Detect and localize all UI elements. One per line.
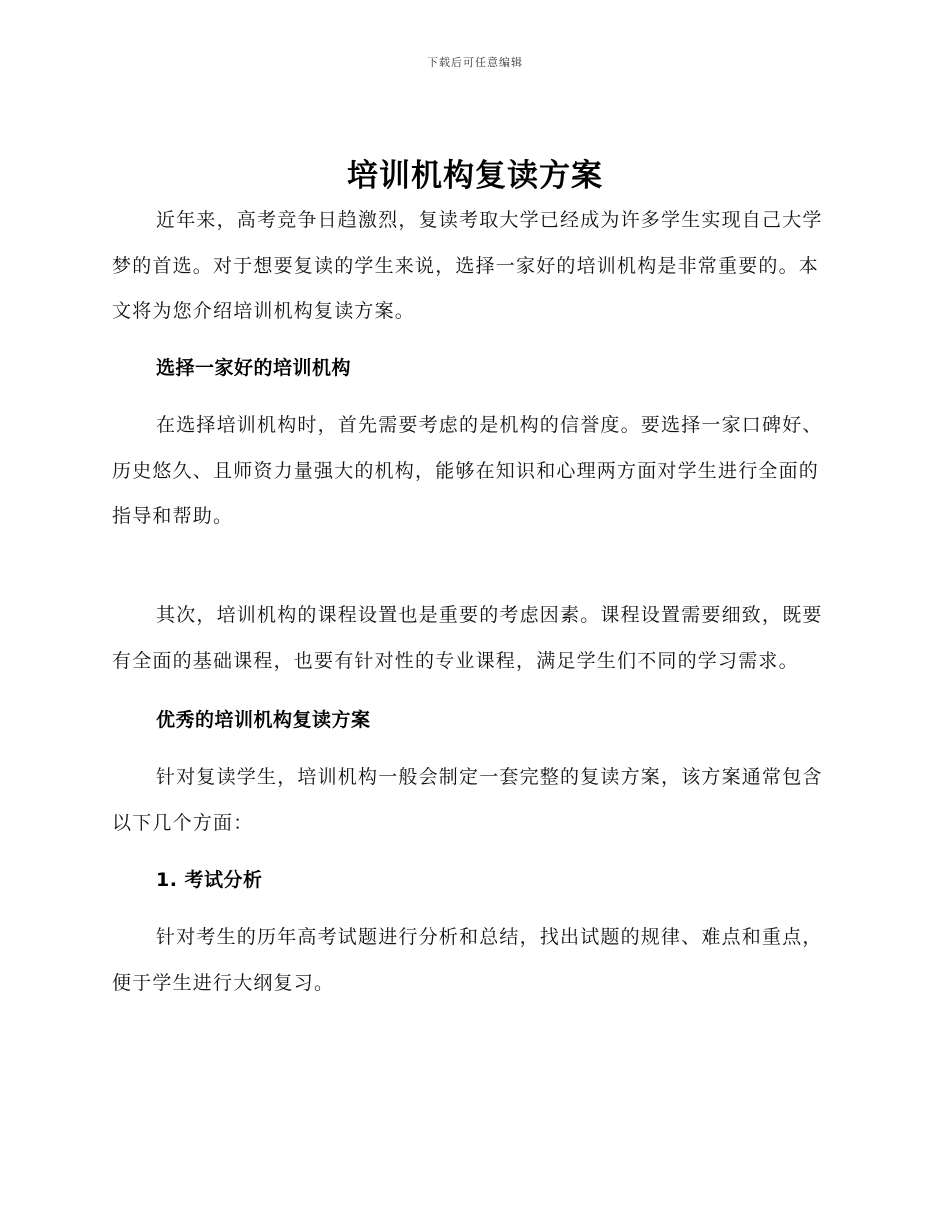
paragraph-credibility: 在选择培训机构时，首先需要考虑的是机构的信誉度。要选择一家口碑好、历史悠久、且师资力量强大的机构，能够在知识和心理两方面对学生进行全面的指导和帮助。 (112, 414, 823, 527)
paragraph-curriculum: 其次，培训机构的课程设置也是重要的考虑因素。课程设置需要细致，既要有全面的基础课程，也要有针对性的专业课程，满足学生们不同的学习需求。 (112, 604, 823, 672)
header-note: 下载后可任意编辑 (427, 56, 523, 69)
section-heading-exam-analysis: 1. 考试分析 (156, 869, 263, 891)
document-title: 培训机构复读方案 (347, 158, 603, 194)
paragraph-plan-intro: 针对复读学生，培训机构一般会制定一套完整的复读方案，该方案通常包含以下几个方面： (112, 766, 823, 834)
section-heading-plan: 优秀的培训机构复读方案 (156, 709, 371, 731)
intro-paragraph: 近年来，高考竞争日趋激烈，复读考取大学已经成为许多学生实现自己大学梦的首选。对于想要复读的学生来说，选择一家好的培训机构是非常重要的。本文将为您介绍培训机构复读方案。 (112, 209, 823, 322)
section-heading-choose: 选择一家好的培训机构 (156, 357, 352, 379)
paragraph-exam-analysis: 针对考生的历年高考试题进行分析和总结，找出试题的规律、难点和重点，便于学生进行大纲复习。 (112, 926, 823, 994)
